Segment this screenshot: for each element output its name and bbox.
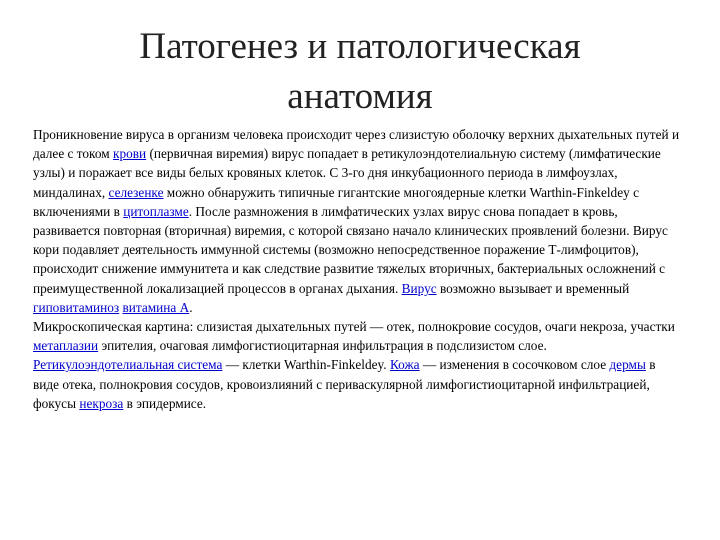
text-run: можно обнаружить типичные гигантские многоядерные клетки Warthin-Finkeldey с включениями в [33, 184, 639, 219]
text-run: Микроскопическая картина: слизистая дыхательных путей — отек, полнокровие сосудов, очаги некроза, участки [33, 319, 675, 335]
slide-title-line-2: анатомия [287, 76, 433, 117]
hyperlink[interactable]: гиповитаминоз [33, 299, 120, 315]
hyperlink[interactable]: метаплазии [33, 338, 99, 354]
text-run: в виде отека, полнокровия сосудов, кровоизлияний с периваскулярной лимфогистиоцитарной инфильтрацией, фокусы [33, 357, 656, 411]
text-run: — клетки Warthin-Finkeldey. [222, 357, 390, 373]
text-run: . После размножения в лимфатических узлах вирус снова попадает в кровь, развивается повторная (вторичная) виремия, с которой связано начало клинических проявлений болезни. Вирус кори подавляет деятельность иммунной системы (возможно непосредственное поражение Т-лимфоцитов), происходит снижение иммунитета и как следствие развитие тяжелых вторичных, бактериальных осложнений с преимущественной локализацией процессов в органах дыхания. [33, 203, 668, 296]
text-run: в эпидермисе. [123, 395, 207, 411]
body-text [33, 125, 683, 413]
hyperlink[interactable]: витамина А [122, 299, 190, 315]
hyperlink[interactable]: Вирус [401, 280, 437, 296]
paragraph-pathogenesis [33, 125, 683, 317]
text-run: — изменения в сосочковом слое [419, 357, 610, 373]
slide-title [0, 22, 720, 122]
hyperlink[interactable]: некроза [79, 395, 124, 411]
hyperlink[interactable]: Ретикулоэндотелиальная система [33, 357, 223, 373]
text-run: эпителия, очаговая лимфогистиоцитарная инфильтрация в подслизистом слое. [98, 338, 547, 354]
text-run: . [189, 299, 193, 315]
hyperlink[interactable]: Кожа [389, 357, 420, 373]
slide-title-line-1: Патогенез и патологическая [139, 26, 581, 67]
hyperlink[interactable]: селезенке [108, 184, 164, 200]
text-run: возможно вызывает и временный [436, 280, 630, 296]
hyperlink[interactable]: дермы [609, 357, 646, 373]
hyperlink[interactable]: крови [112, 146, 147, 162]
text-run: Проникновение вируса в организм человека происходит через слизистую оболочку верхних дыхательных путей и далее с током [33, 127, 680, 162]
text-run: (первичная виремия) вирус попадает в ретикулоэндотелиальную систему (лимфатические узлы) и поражает все виды белых кровяных клеток. С 3-го дня инкубационного периода в лимфоузлах, миндалинах, [33, 146, 661, 200]
paragraph-microscopy [33, 317, 683, 413]
hyperlink[interactable]: цитоплазме [123, 203, 189, 219]
